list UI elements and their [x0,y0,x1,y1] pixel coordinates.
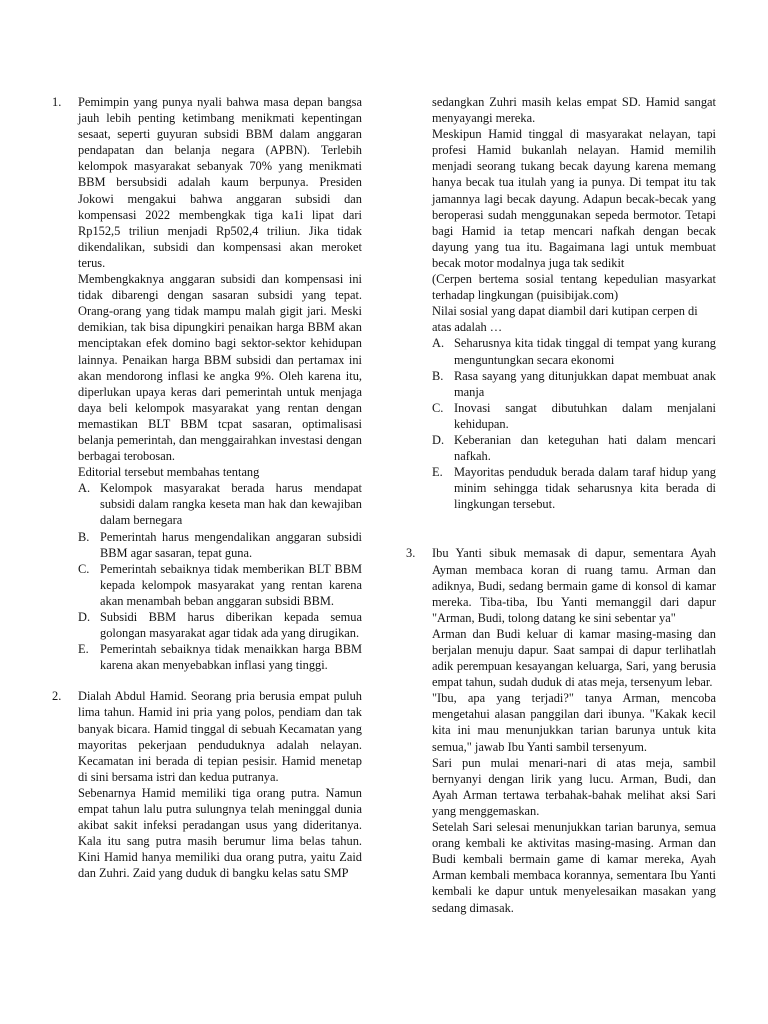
option-letter: B. [78,529,90,544]
option-letter: A. [432,336,445,351]
option-text: Pemerintah harus mengendalikan anggaran subsidi BBM agar sasaran, tepat guna. [100,529,362,560]
question-number: 2. [52,689,62,704]
question-1-paragraph-2: Membengkaknya anggaran subsidi dan kompensasi ini tidak dibarengi dengan sasaran subsidi yang tepat. Orang-orang yang tidak mampu malah gigit jari. Meski demikian, tak bisa dipungkiri penaikan harga BBM akan menciptakan efek domino bagi sektor-sektor kehidupan lainnya. Penaikan harga BBM subsidi dan pertamax ini akan mendorong inflasi ke angka 9%. Oleh karena itu, diperlukan upaya keras dari pemerintah untuk menjaga daya beli kelompok masyarakat yang rentan dengan memastikan BLT BBM tcpat sasaran, optimalisasi belanja pemerintah, dan menggairahkan investasi dengan berbagai terobosan. [78,272,362,464]
question-3-paragraph-4: Sari pun mulai menari-nari di atas meja, sambil bernyanyi dengan lirik yang lucu. Arman, Budi, dan Ayah Arman tertawa terbahak-bahak melihat aksi Sari yang menggemaskan. [432,755,716,818]
right-column [406,94,716,916]
option-text: Pemerintah sebaiknya tidak memberikan BLT BBM kepada kelompok masyarakat yang rentan karena akan menambah beban anggaran subsidi BBM. [100,561,362,608]
option-text: Mayoritas penduduk berada dalam taraf hidup yang minim sehingga tidak seharusnya kita berada di lingkungan tersebut. [454,465,716,512]
option-d[interactable] [78,609,362,641]
question-2-prompt: Nilai sosial yang dapat diambil dari kutipan cerpen di atas adalah … [432,304,698,335]
option-b[interactable] [78,529,362,561]
option-e[interactable] [432,464,716,512]
option-text: Rasa sayang yang ditunjukkan dapat membuat anak manja [454,368,716,399]
left-column [52,94,362,882]
option-c[interactable] [432,400,716,432]
option-a[interactable] [78,480,362,528]
question-number: 1. [52,95,62,109]
option-a[interactable] [432,335,716,367]
option-b[interactable] [432,368,716,400]
option-text: Kelompok masyarakat berada harus mendapat subsidi dalam rangka keseta man hak dan kewajiban dalam bernegara [100,481,362,528]
option-letter: D. [432,432,445,447]
option-letter: E. [432,465,443,480]
question-2-paragraph-1: Dialah Abdul Hamid. Seorang pria berusia empat puluh lima tahun. Hamid ini pria yang polos, pendiam dan tak banyak bicara. Hamid tinggal di sebuah Kecamatan yang mayoritas pekerjaan penduduknya adalah nelayan. Kecamatan ini berada di tepian pesisir. Hamid menetap di sini bersama istri dan kedua putranya. [78,689,362,784]
option-letter: E. [78,642,89,657]
option-letter: C. [78,561,90,576]
question-1-paragraph-1: Pemimpin yang punya nyali bahwa masa depan bangsa jauh lebih penting ketimbang menikmati kepentingan sesaat, seperti guyuran subsidi BBM dalam anggaran pendapatan dan belanja negara (APBN). Terlebih kelompok masyarakat sebanyak 70% yang menikmati BBM bersubsidi adalah kaum berpunya. Presiden Jokowi mengakui bahwa anggaran subsidi dan kompensasi 2022 membengkak tiga ka1i lipat dari Rp152,5 triliun menjadi Rp502,4 triliun. Jika tidak dikendalikan, subsidi dan kompensasi akan meroket terus. [78,95,362,270]
question-1-prompt: Editorial tersebut membahas tentang [78,465,260,480]
option-text: Keberanian dan keteguhan hati dalam mencari nafkah. [454,432,716,464]
question-1 [52,94,362,673]
question-2 [52,688,362,881]
question-2-continuation-1: sedangkan Zuhri masih kelas empat SD. Hamid sangat menyayangi mereka. [432,95,716,126]
option-letter: D. [78,610,91,624]
question-2-options [432,335,716,512]
option-c[interactable] [78,561,362,609]
question-2-paragraph-2: Sebenarnya Hamid memiliki tiga orang putra. Namun empat tahun lalu putra sulungnya telah meninggal dunia akibat sakit infeksi peradangan usus yang dideritanya. Kala itu sang putra masih berumur lima belas tahun. Kini Hamid hanya memiliki dua orang putra, yaitu Zaid dan Zuhri. Zaid yang duduk di bangku kelas satu SMP [78,785,362,881]
question-3-paragraph-2: Arman dan Budi keluar di kamar masing-masing dan berjalan menuju dapur. Saat sampai di dapur terlihatlah adik perempuan kesayangan keluarga, Sari, yang berusia empat tahun, sudah duduk di atas meja, tersenyum lebar. [432,626,716,690]
question-2-source: (Cerpen bertema sosial tentang kepedulian masyarkat terhadap lingkungan (puisibijak.com) [432,272,716,303]
option-e[interactable] [78,641,362,673]
option-letter: A. [78,481,91,496]
question-2-continued [406,94,716,512]
question-3-paragraph-1: Ibu Yanti sibuk memasak di dapur, sementara Ayah Ayman membaca koran di ruang tamu. Arman dan adiknya, Budi, sedang bermain game di konsol di kamar mereka. Tiba-tiba, Ibu Yanti memanggil dari dapur "Arman, Budi, tolong datang ke sini sebentar ya" [432,546,716,625]
question-1-options [78,480,362,673]
question-2-continuation-2: Meskipun Hamid tinggal di masyarakat nelayan, tapi profesi Hamid bukanlah nelayan. Hamid memilih menjadi seorang tukang becak dayung karena memang hanya becak tua itulah yang ia punya. Di tempat itu tak jamannya lagi becak dayung. Adapun becak-becak yang beroperasi sudah menggunakan sepeda bermotor. Tetapi bagi Hamid ia tetap mencari nafkah dengan becak dayung yang tua itu. Bagaimana lagi untuk membuat becak motor modalnya juga tak sedikit [432,127,716,270]
option-d[interactable] [432,432,716,464]
option-text: Seharusnya kita tidak tinggal di tempat yang kurang menguntungkan secara ekonomi [454,336,716,367]
question-number: 3. [406,546,416,561]
option-letter: C. [432,400,444,415]
question-3 [406,545,716,915]
option-letter: B. [432,368,444,383]
option-text: Pemerintah sebaiknya tidak menaikkan harga BBM karena akan menyebabkan inflasi yang tinggi. [100,642,362,673]
question-3-paragraph-5: Setelah Sari selesai menunjukkan tarian barunya, semua orang kembali ke aktivitas masing-masing. Arman dan Budi kembali bermain game di kamar mereka, Ayah Arman kembali membaca korannya, sementara Ibu Yanti kembali ke dapur untuk menyelesaikan masakan yang sedang dimasak. [432,820,716,915]
question-3-paragraph-3: "Ibu, apa yang terjadi?" tanya Arman, mencoba mengetahui alasan panggilan dari ibunya. "Kakak kecil kita ini mau menunjukkan tarian barunya untuk kita semua," jawab Ibu Yanti sambil tersenyum. [432,691,716,754]
option-text: Inovasi sangat dibutuhkan dalam menjalani kehidupan. [454,400,716,431]
option-text: Subsidi BBM harus diberikan kepada semua golongan masyarakat agar tidak ada yang dirugikan. [100,610,362,641]
